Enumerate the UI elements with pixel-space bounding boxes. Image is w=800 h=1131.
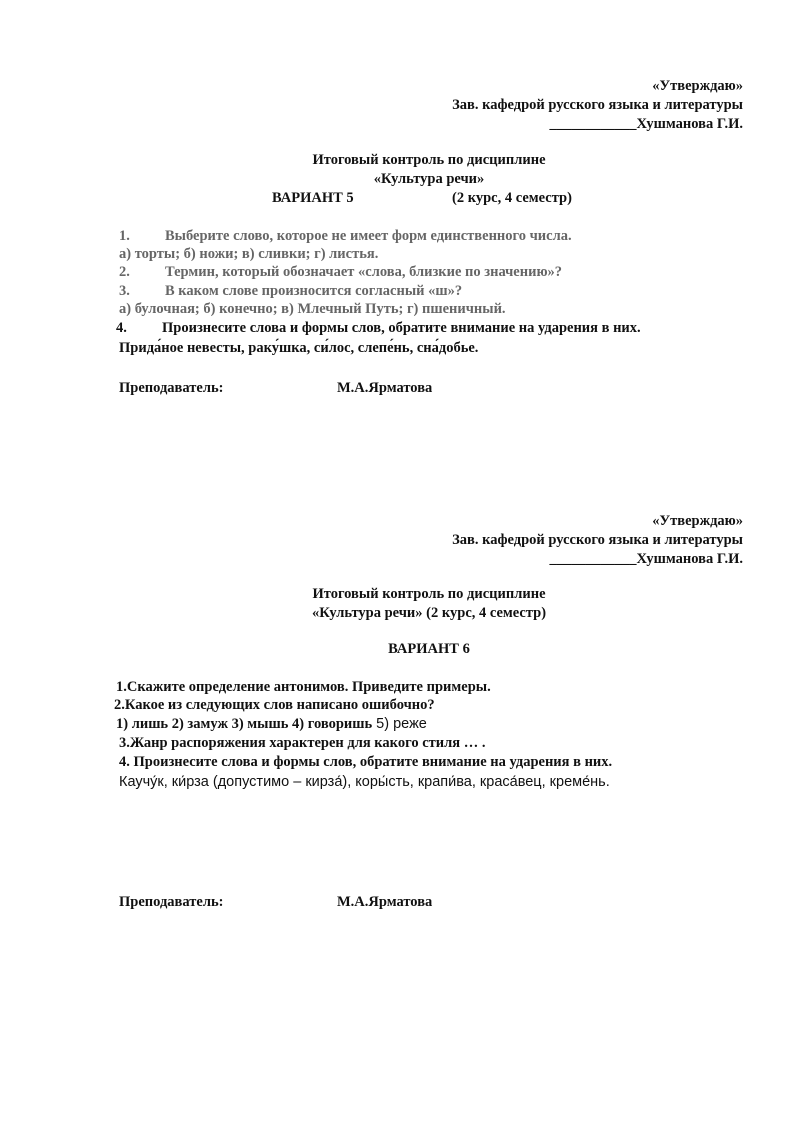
variant-label: ВАРИАНТ 5 [272,190,354,206]
heading-line1: Итоговый контроль по дисциплине [312,152,546,168]
question-2-v5: 2. Термин, который обозначает «слова, близкие по значению»? [119,264,563,280]
approve-signature [452,550,743,569]
signer-name: Хушманова Г.И. [636,551,743,567]
answers-2-v6: 1) лишь 2) замуж 3) мышь 4) говоришь 5) реже [116,716,427,732]
question-1-v5: 1. Выберите слово, которое не имеет форм единственного числа. [119,228,572,244]
teacher-label-v6: Преподаватель: [119,894,224,910]
approve-signature [452,115,743,134]
approve-title: «Утверждаю» [652,78,743,94]
question-1-v6: 1.Скажите определение антонимов. Приведите примеры. [116,679,491,695]
question-2-v6: 2.Какое из следующих слов написано ошибочно? [114,697,435,713]
approve-position: Зав. кафедрой русского языка и литературы [452,532,743,548]
question-3-v6: 3.Жанр распоряжения характерен для какого стиля … . [119,735,486,751]
answers-3-v5: а) булочная; б) конечно; в) Млечный Путь; г) пшеничный. [119,301,506,317]
signer-name: Хушманова Г.И. [636,116,743,132]
answers-1-v5: а) торты; б) ножи; в) сливки; г) листья. [119,246,379,262]
signature-line: ____________ [549,551,637,567]
words-4-v6: Каучу́к, ки́рза (допустимо – кирза́), коры́сть, крапи́ва, краса́вец, креме́нь. [119,774,610,790]
heading-block-v6 [0,585,800,623]
approval-block-v6 [452,512,743,569]
variant-label: ВАРИАНТ 6 [388,641,470,657]
approval-block-v5 [452,77,743,134]
teacher-name-v6: М.А.Ярматова [337,894,433,910]
approve-position: Зав. кафедрой русского языка и литературы [452,97,743,113]
approve-title: «Утверждаю» [652,513,743,529]
heading-line2: «Культура речи» [373,171,485,187]
course-label-v5: (2 курс, 4 семестр) [452,190,572,206]
heading-line2: «Культура речи» (2 курс, 4 семестр) [311,605,547,621]
heading-line1: Итоговый контроль по дисциплине [312,586,546,602]
signature-line: ____________ [549,116,637,132]
heading-block-v5 [0,151,800,189]
words-4-v5: Прида́ное невесты, раку́шка, си́лос, слепе́нь, сна́добье. [119,340,479,356]
teacher-name-v5: М.А.Ярматова [337,380,433,396]
teacher-label-v5: Преподаватель: [119,380,224,396]
question-4-v6: 4. Произнесите слова и формы слов, обратите внимание на ударения в них. [119,754,613,770]
question-3-v5: 3. В каком слове произносится согласный «ш»? [119,283,463,299]
variant-title-v6 [0,640,800,659]
question-4-v5: 4. Произнесите слова и формы слов, обратите внимание на ударения в них. [116,320,641,336]
variant-title-v5 [272,189,354,208]
